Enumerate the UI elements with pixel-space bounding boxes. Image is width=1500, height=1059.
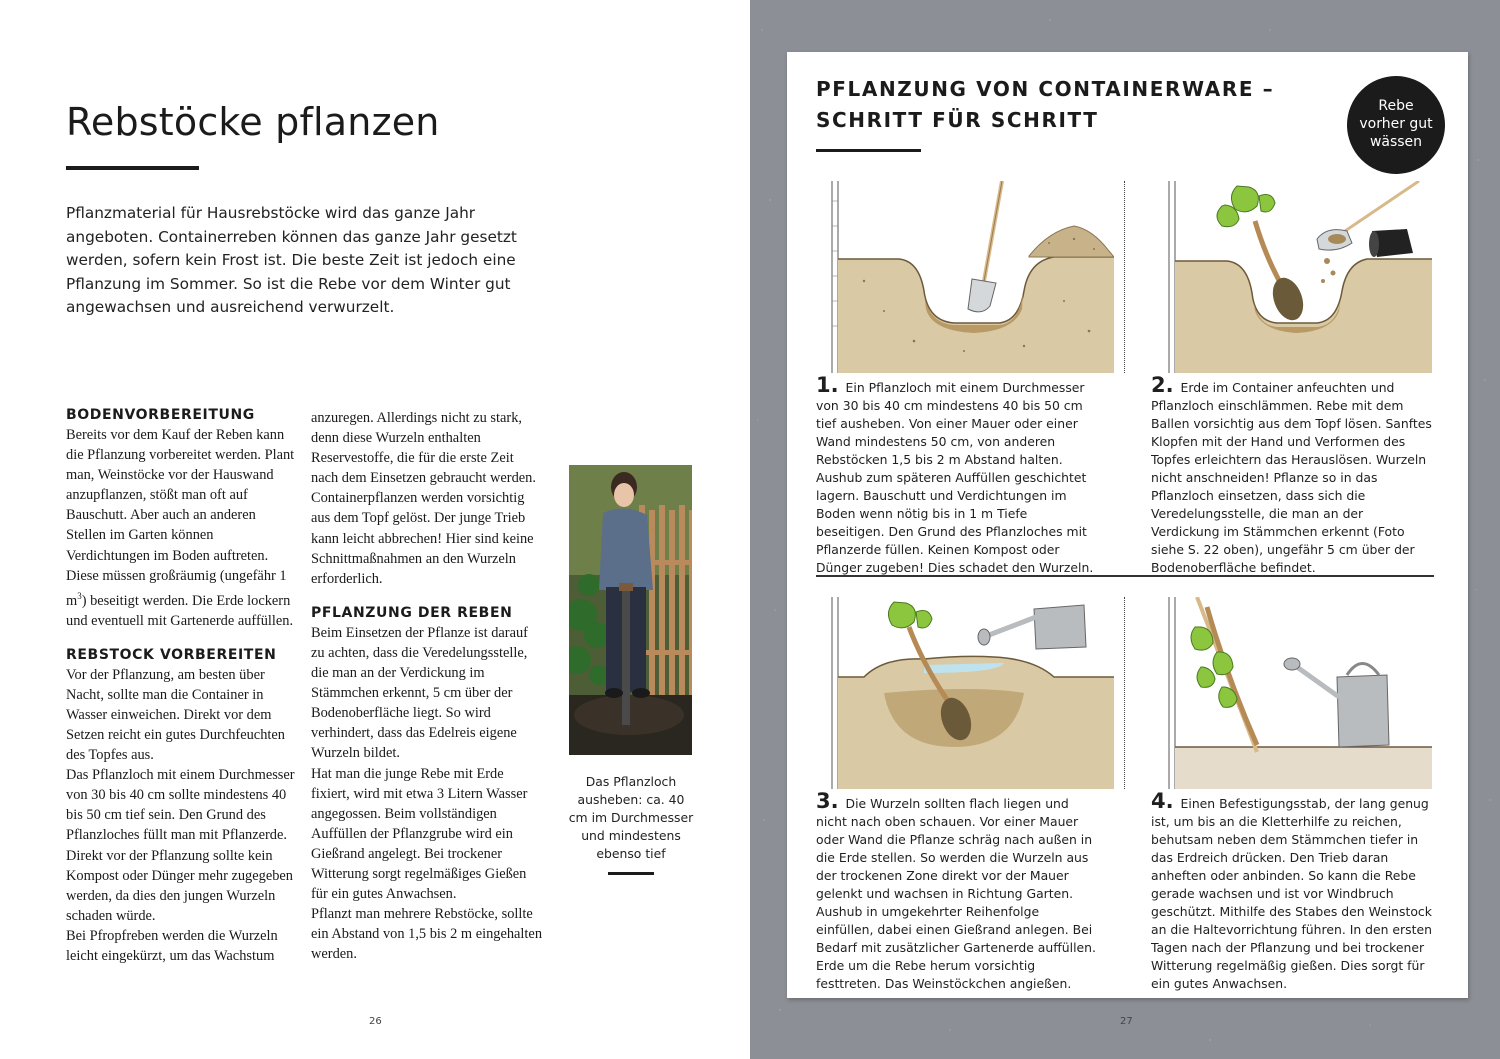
step-description: Einen Befestigungsstab, der lang genug ist, um bis an die Kletterhilfe zu reichen, behutsam neben dem Stämmchen tiefer in das Erdreich drücken. Den Trieb daran anheften oder anbinden. So kann die Rebe gerade wachsen und ist vor Windbruch geschützt. Mithilfe des Stabes den Weinstock an die Haltevorrichtung führen. In den ersten Tagen nach der Pflanzung und bei trockener Witterung regelmäßig gießen. Dies sorgt für ein gutes Anwachsen.	[1151, 796, 1432, 991]
step-number: 2.	[1151, 373, 1174, 397]
card-title-rule	[816, 149, 921, 152]
heading-pflanzung-der-reben: PFLANZUNG DER REBEN	[311, 604, 513, 621]
paragraph-rebstock-1: Vor der Pflanzung, am besten über Nacht, sollte man die Container in Wasser einweichen. Direkt vor dem Setzen reicht ein gutes Durchfeuchten des Topfes aus.	[66, 666, 285, 764]
paragraph-text: ) beseitigt werden. Die Erde lockern und eventuell mit Gartenerde auffüllen.	[66, 592, 294, 629]
page-number-right: 27	[1120, 1016, 1133, 1027]
spade-icon	[968, 181, 1002, 312]
wall-icon	[832, 181, 838, 373]
photo-caption: Das Pflanzloch ausheben: ca. 40 cm im Durchmesser und mindestens ebenso tief	[568, 774, 694, 861]
badge-line-2: vorher gut	[1359, 116, 1433, 132]
illustration-step-4	[1167, 597, 1432, 789]
card-title	[816, 74, 1274, 136]
vine-plant-icon	[1191, 607, 1257, 745]
divider-vertical-top	[1124, 181, 1125, 373]
step-description: Ein Pflanzloch mit einem Durchmesser von 30 bis 40 cm mindestens 40 bis 50 cm tief ausheben. Von einer Mauer oder einer Wand mindestens 50 cm, von anderen Rebstöcken 1,5 bis 2 m Abstand halten. Aushub zum späteren Auffüllen geschichtet lagern. Bauschutt und Verdichtungen im Boden wenn nötig bis in 1 m Tiefe beseitigen. Den Grund des Pflanzloches mit Pflanzerde füllen. Keinen Kompost oder Dünger zugeben! Dies schadet den Wurzeln.	[816, 380, 1094, 575]
paragraph-rebstock-3: Bei Pfropfreben werden die Wurzeln leicht eingekürzt, um das Wachstum	[66, 927, 278, 965]
paragraph-text: Bereits vor dem Kauf der Reben kann die Pflanzung vorbereitet werden. Plant man, Weinstöcke vor der Hauswand anzupflanzen, stößt man oft auf Bauschutt. Aber auch an anderen Stellen im Garten können Verdichtungen im Boden auftreten. Diese müssen großräumig (ungefähr 1 m	[66, 427, 295, 609]
badge-line-1: Rebe	[1378, 98, 1414, 114]
title-rule	[66, 166, 199, 170]
card-title-line-1: PFLANZUNG VON CONTAINERWARE –	[816, 77, 1275, 101]
badge-line-3: wässen	[1369, 134, 1423, 150]
paragraph-pflanzung-1: Beim Einsetzen der Pflanze ist darauf zu achten, dass die Veredelungsstelle, die man an der Verdickung im Stämmchen erkennt, 5 cm über der Bodenoberfläche liegt. So wird verhindert, dass das Edelreis eigene Wurzeln bildet.	[311, 624, 528, 762]
step-3-text	[816, 789, 1098, 993]
watering-can-icon	[1284, 658, 1389, 747]
photo-digging	[569, 465, 692, 755]
page-number-left: 26	[369, 1016, 382, 1027]
right-page	[750, 0, 1500, 1059]
intro-paragraph: Pflanzmaterial für Hausrebstöcke wird das ganze Jahr angeboten. Containerreben können das ganze Jahr gesetzt werden, sofern kein Frost ist. Die beste Zeit ist jedoch eine Pflanzung im Sommer. So ist die Rebe vor dem Winter gut angewachsen und ausreichend verwurzelt.	[66, 204, 517, 316]
heading-rebstock-vorbereiten: REBSTOCK VORBEREITEN	[66, 646, 277, 663]
illustration-step-1	[824, 181, 1114, 373]
paragraph-pflanzung-3: Pflanzt man mehrere Rebstöcke, sollte ein Abstand von 1,5 bis 2 m eingehalten werden.	[311, 906, 543, 963]
instruction-card	[787, 52, 1468, 998]
paragraph-continued: anzuregen. Allerdings nicht zu stark, denn diese Wurzeln enthalten Reservestoffe, die für die erste Zeit nach dem Einsetzen gebraucht werden. Containerpflanzen werden vorsichtig aus dem Topf gelöst. Der junge Trieb kann leicht abbrechen! Hier sind keine Schnittmaßnahmen an den Wurzeln erforderlich.	[311, 410, 536, 587]
illustration-step-2	[1167, 181, 1432, 373]
plant-pot-icon	[1369, 229, 1413, 257]
photo-woman-with-spade	[569, 465, 692, 755]
page-title: Rebstöcke pflanzen	[66, 100, 440, 144]
caption-rule	[608, 872, 654, 875]
superscript: 3	[77, 590, 82, 601]
step-number: 1.	[816, 373, 839, 397]
watering-can-icon	[978, 605, 1086, 649]
illustration-step-3	[824, 597, 1114, 789]
step-description: Die Wurzeln sollten flach liegen und nicht nach oben schauen. Vor einer Mauer oder Wand die Pflanze schräg nach außen in die Erde stellen. So werden die Wurzeln aus der trockenen Zone direkt vor der Mauer gelenkt und wachsen in Richtung Garten. Aushub in umgekehrter Reihenfolge einfüllen, dabei einen Gießrand anlegen. Bei Bedarf mit zusätzlicher Gartenerde auffüllen. Erde um die Rebe herum vorsichtig festtreten. Das Weinstöckchen angießen.	[816, 796, 1096, 991]
step-number: 3.	[816, 789, 839, 813]
text-column-1	[66, 405, 298, 966]
card-title-line-2: SCHRITT FÜR SCHRITT	[816, 108, 1099, 132]
step-number: 4.	[1151, 789, 1174, 813]
paragraph-pflanzung-2: Hat man die junge Rebe mit Erde fixiert, wird mit etwa 3 Litern Wasser angegossen. Beim vollständigen Auffüllen der Pflanzgrube wird ein Gießrand angelegt. Bei trockener Witterung sorgt regelmäßiges Gießen für ein gutes Anwachsen.	[311, 765, 528, 903]
step-2-text	[1151, 373, 1433, 577]
paragraph-bodenvorbereitung	[66, 425, 298, 631]
heading-bodenvorbereitung: BODENVORBEREITUNG	[66, 407, 255, 423]
tip-badge	[1347, 76, 1445, 174]
paragraph-rebstock-2: Das Pflanzloch mit einem Durchmesser von 30 bis 40 cm sollte mindestens 40 bis 50 cm tief sein. Den Grund des Pflanzloches füllt man mit Pflanzerde. Direkt vor der Pflanzung sollte kein Kompost oder Dünger mehr zugegeben werden, da dies den jungen Wurzeln schaden würde.	[66, 767, 295, 924]
step-description: Erde im Container anfeuchten und Pflanzloch einschlämmen. Rebe mit dem Ballen vorsichtig aus dem Topf lösen. Sanftes Klopfen mit der Hand und Verformen des Topfes erleichtern das Herauslösen. Wurzeln nicht anschneiden! Pflanze so in das Pflanzloch einsetzen, dass sich die Veredelungsstelle, die man an der Verdickung im Stämmchen erkennt (Foto siehe S. 22 oben), ungefähr 5 cm über der Bodenoberfläche befindet.	[1151, 380, 1432, 575]
step-1-text	[816, 373, 1098, 577]
text-column-2	[311, 408, 543, 964]
step-4-text	[1151, 789, 1433, 993]
divider-vertical-bottom	[1124, 597, 1125, 789]
